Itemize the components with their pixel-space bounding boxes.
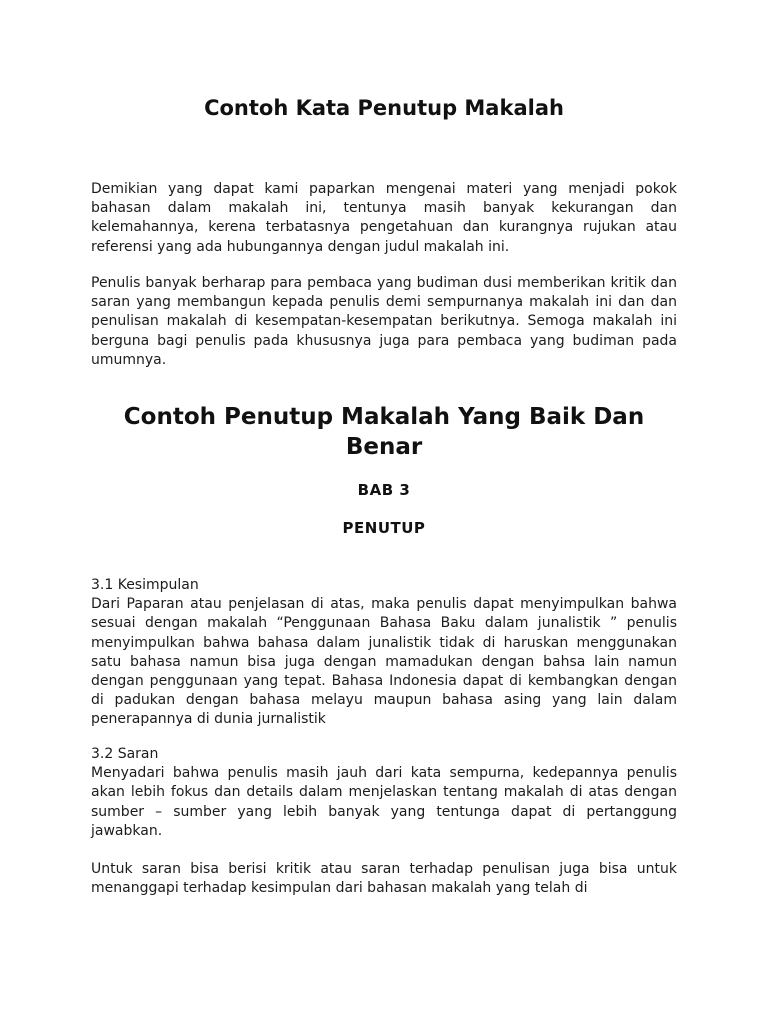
page-title: Contoh Kata Penutup Makalah: [204, 96, 564, 120]
closing-paragraph-2: Penulis banyak berharap para pembaca yang budiman dusi memberikan kritik dan saran yang membangun kepada penulis demi sempurnanya makalah ini dan dan penulisan makalah di kesempatan-kesempatan berikutnya. Semoga makalah ini berguna bagi penulis pada khususnya juga para pembaca yang budiman pada umumnya.: [91, 275, 677, 368]
conclusion-block: [91, 576, 677, 730]
suggestion-text: Menyadari bahwa penulis masih jauh dari kata sempurna, kedepannya penulis akan lebih fokus dan details dalam menjelaskan tentang makalah di atas dengan sumber – sumber yang lebih banyak yang tentunga dapat di pertanggung jawabkan.: [91, 765, 677, 839]
conclusion-text: Dari Paparan atau penjelasan di atas, maka penulis dapat menyimpulkan bahwa sesuai dengan makalah “Penggunaan Bahasa Baku dalam junalistik ” penulis menyimpulkan bahwa bahasa dalam junalistik tidak di haruskan menggunakan satu bahasa namun bisa juga dengan mamadukan dengan bahsa lain namun dengan penggunaan yang tepat. Bahasa Indonesia dapat di kembangkan dengan di padukan dengan bahasa melayu maupun bahasa asing yang lain dalam penerapannya di dunia jurnalistik: [91, 596, 677, 728]
suggestion-heading: 3.2 Saran: [91, 746, 159, 762]
conclusion-heading: 3.1 Kesimpulan: [91, 577, 199, 593]
chapter-title: PENUTUP: [342, 519, 426, 537]
chapter-label: BAB 3: [357, 481, 411, 499]
suggestion-block: [91, 745, 677, 841]
closing-paragraph-1: Demikian yang dapat kami paparkan mengenai materi yang menjadi pokok bahasan dalam makalah ini, tentunya masih banyak kekurangan dan kelemahannya, kerena terbatasnya pengetahuan dan kurangnya rujukan atau referensi yang ada hubungannya dengan judul makalah ini.: [91, 181, 677, 255]
suggestion-closing-paragraph: Untuk saran bisa berisi kritik atau saran terhadap penulisan juga bisa untuk menanggapi terhadap kesimpulan dari bahasan makalah yang telah di: [91, 861, 677, 897]
section-title: Contoh Penutup Makalah Yang Baik Dan Benar: [123, 404, 645, 460]
